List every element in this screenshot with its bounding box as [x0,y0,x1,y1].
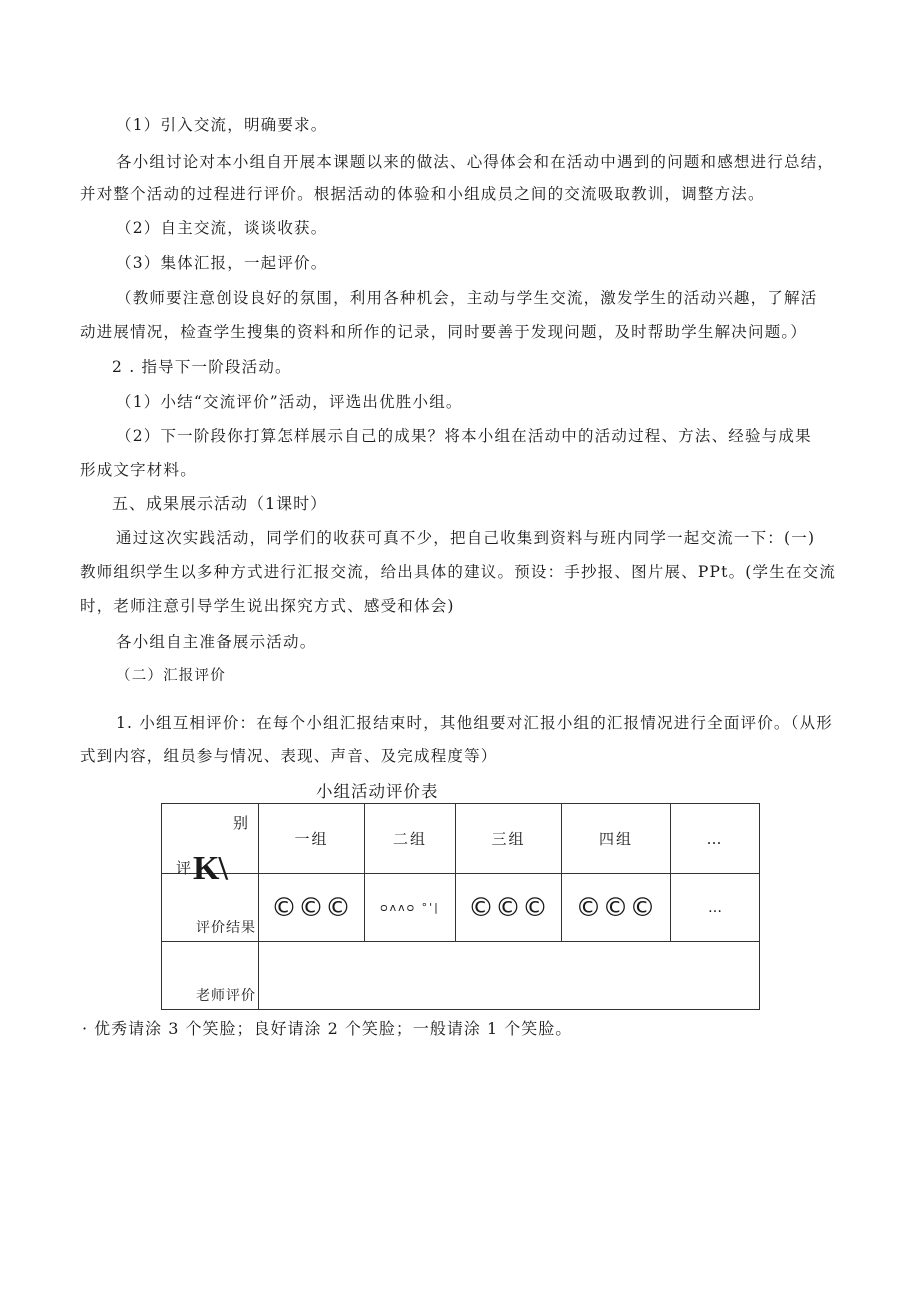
column-header: 一组 [259,804,365,874]
text-line-8: 2 . 指导下一阶段活动。 [112,358,292,376]
result-cell: ©©© [259,874,365,942]
text-line-13: 通过这次实践活动，同学们的收获可真不少，把自己收集到资料与班内同学一起交流一下：(一) [116,529,816,547]
text-line-10: （2）下一阶段你打算怎样展示自己的成果？将本小组在活动中的活动过程、方法、经验与成果 [116,427,812,445]
corner-cell [162,804,259,887]
teacher-eval-cell [259,942,760,1010]
text-line-1: （1）引入交流，明确要求。 [116,116,328,134]
corner-top-label: 别 [232,814,248,832]
text-line-6: （教师要注意创设良好的氛围，利用各种机会，主动与学生交流，激发学生的活动兴趣，了解活 [116,289,818,307]
table-row-result [162,874,760,942]
result-cell: … [671,874,760,942]
row-label: 老师评价 [196,988,256,1004]
result-cell: ©©© [562,874,671,942]
text-line-2: 各小组讨论对本小组自开展本课题以来的做法、心得体会和在活动中遇到的问题和感想进行总结， [116,153,835,171]
footnote: · 优秀请涂 3 个笑脸；良好请涂 2 个笑脸；一般请涂 1 个笑脸。 [82,1019,573,1038]
row-label-cell [162,874,259,942]
table-title: 小组活动评价表 [316,782,439,801]
text-line-14: 教师组织学生以多种方式进行汇报交流，给出具体的建议。预设：手抄报、图片展、PPt。(学生在交流 [80,563,837,581]
text-line-4: （2）自主交流，谈谈收获。 [116,219,328,237]
text-line-9: （1）小结“交流评价”活动，评选出优胜小组。 [116,393,463,411]
column-header: 四组 [562,804,671,874]
row-label: 评价结果 [196,920,256,936]
text-line-19: 式到内容，组员参与情况、表现、声音、及完成程度等） [80,747,498,765]
evaluation-table [161,803,760,1010]
row-label-cell [162,942,259,1010]
column-header: 二组 [365,804,456,874]
text-line-17: （二）汇报评价 [116,668,226,684]
text-line-3: 并对整个活动的过程进行评价。根据活动的体验和小组成员之间的交流吸取教训，调整方法。 [80,185,765,203]
result-cell: ©©© [456,874,562,942]
text-line-11: 形成文字材料。 [80,461,197,479]
section-heading: 五、成果展示活动（1课时） [112,494,328,513]
column-header: 三组 [456,804,562,874]
text-line-18: 1. 小组互相评价：在每个小组汇报结束时，其他组要对汇报小组的汇报情况进行全面评价。（从形 [116,714,833,732]
text-line-5: （3）集体汇报，一起评价。 [116,254,328,272]
corner-glyph: K\ [193,850,227,887]
text-line-16: 各小组自主准备展示活动。 [116,633,317,651]
text-line-7: 动进展情况，检查学生搜集的资料和所作的记录，同时要善于发现问题，及时帮助学生解决问题。） [80,323,808,341]
table-header-row [162,804,760,874]
column-header: … [671,804,760,874]
table-row-teacher [162,942,760,1010]
result-cell: ᴑᴧᴧᴑ °'| [365,874,456,942]
text-line-15: 时，老师注意引导学生说出探究方式、感受和体会) [80,597,455,615]
corner-bottom-label: 评K\ [176,850,227,887]
